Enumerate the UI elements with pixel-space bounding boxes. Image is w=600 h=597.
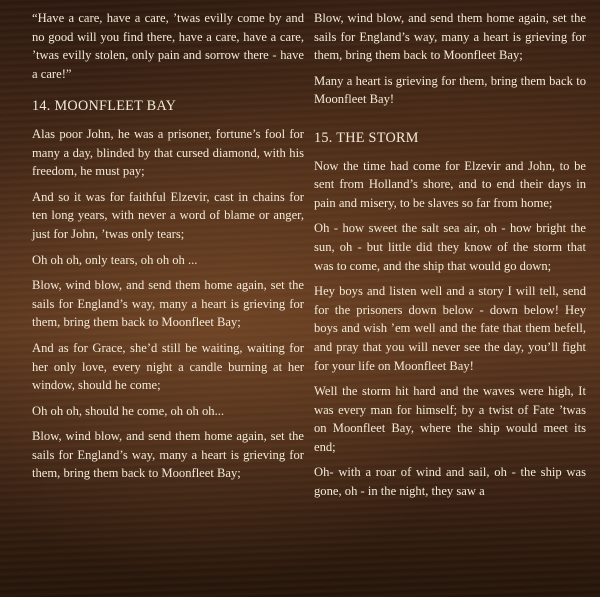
lyric-paragraph: Well the storm hit hard and the waves were high, It was every man for himself; by a twist of Fate ’twas on Moonfleet Bay, where the ship would meet its end; — [314, 384, 586, 454]
left-column — [32, 9, 304, 490]
section-heading-moonfleet-bay: 14. MOONFLEET BAY — [32, 98, 177, 115]
right-column — [314, 9, 586, 508]
section-heading-the-storm: 15. THE STORM — [314, 129, 419, 146]
lyric-paragraph: Oh oh oh, only tears, oh oh oh ... — [32, 252, 198, 267]
lyric-paragraph: Blow, wind blow, and send them home again, set the sails for England’s way, many a heart is grieving for them, bring them back to Moonfleet Bay; — [32, 278, 304, 330]
lyric-paragraph: Oh- with a roar of wind and sail, oh - the ship was gone, oh - in the night, they saw a — [314, 465, 586, 499]
intro-quote: “Have a care, have a care, ’twas evilly come by and no good will you find there, have a care, have a care, ’twas evilly stolen, only pain and sorrow there - have a care!” — [32, 11, 304, 81]
lyric-paragraph: Many a heart is grieving for them, bring them back to Moonfleet Bay! — [314, 73, 586, 107]
lyric-paragraph: Oh oh oh, should he come, oh oh oh... — [32, 403, 225, 418]
lyric-paragraph: Blow, wind blow, and send them home again, set the sails for England’s way, many a heart is grieving for them, bring them back to Moonfleet Bay; — [32, 429, 304, 481]
lyric-paragraph: Oh - how sweet the salt sea air, oh - how bright the sun, oh - but little did they know of the storm that was to come, and the ship that would go down; — [314, 221, 586, 273]
lyric-paragraph: Now the time had come for Elzevir and John, to be sent from Holland’s shore, and to end their days in pain and misery, to be slaves so far from home; — [314, 158, 586, 210]
lyric-paragraph: Alas poor John, he was a prisoner, fortune’s fool for many a day, blinded by that cursed diamond, with his freedom, he must pay; — [32, 126, 304, 179]
lyric-paragraph: Blow, wind blow, and send them home again, set the sails for England’s way, many a heart is grieving for them, bring them back to Moonfleet Bay; — [314, 11, 586, 63]
lyric-paragraph: And as for Grace, she’d still be waiting, waiting for her only love, every night a candle burning at her window, should he come; — [32, 340, 304, 393]
lyric-paragraph: And so it was for faithful Elzevir, cast in chains for ten long years, with never a word of blame or anger, just for John, ’twas only tears; — [32, 189, 304, 241]
lyric-paragraph: Hey boys and listen well and a story I will tell, send for the prisoners down below - down below! Hey boys and wish ’em well and the fate that them befell, and pray that you will never see the day, you’ll fight for your life on Moonfleet Bay! — [314, 284, 586, 373]
